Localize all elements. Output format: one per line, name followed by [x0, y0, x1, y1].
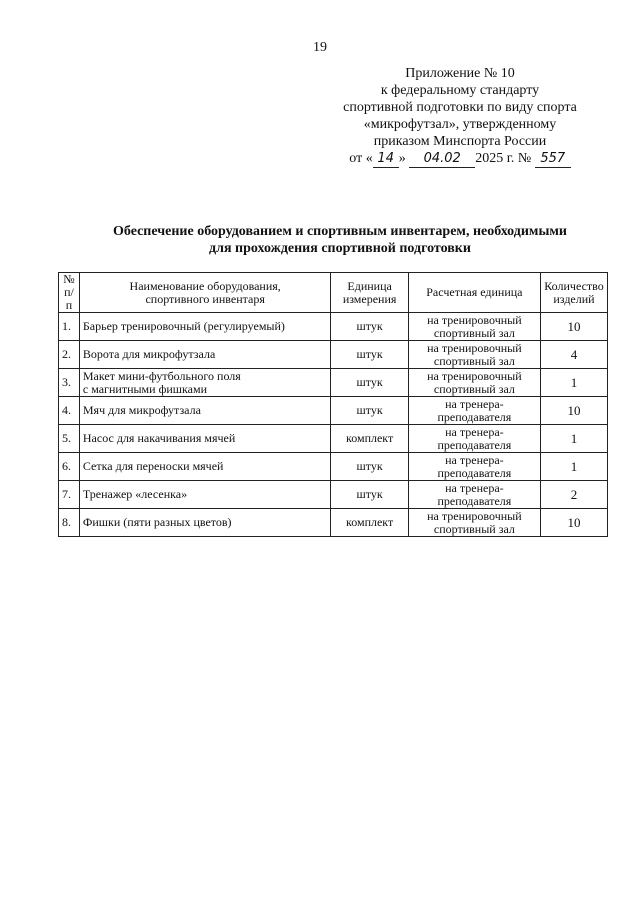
- header-unit: Единица измерения: [331, 273, 408, 313]
- cell-name: Макет мини-футбольного поля с магнитными фишками: [79, 369, 331, 397]
- table-row: [59, 481, 608, 509]
- appendix-line-4: «микрофутзал», утвержденному: [363, 117, 557, 132]
- cell-name: Тренажер «лесенка»: [79, 481, 331, 509]
- cell-name: Мяч для микрофутзала: [79, 397, 331, 425]
- cell-unit: штук: [331, 341, 408, 369]
- cell-unit: штук: [331, 453, 408, 481]
- cell-number: 4.: [59, 397, 80, 425]
- order-day: 14: [373, 150, 399, 168]
- cell-name: Сетка для переноски мячей: [79, 453, 331, 481]
- cell-basis: на тренировочный спортивный зал: [408, 509, 540, 537]
- cell-basis: на тренера- преподавателя: [408, 425, 540, 453]
- appendix-line-2: к федеральному стандарту: [380, 83, 540, 98]
- date-prefix: от «: [349, 151, 373, 166]
- cell-basis: на тренера- преподавателя: [408, 453, 540, 481]
- cell-name: Ворота для микрофутзала: [79, 341, 331, 369]
- page-number: 19: [313, 40, 327, 55]
- order-year: 2025 г. №: [475, 151, 532, 166]
- equipment-table: [58, 272, 608, 537]
- cell-quantity: 2: [540, 481, 607, 509]
- cell-basis: на тренировочный спортивный зал: [408, 369, 540, 397]
- cell-basis: на тренера- преподавателя: [408, 481, 540, 509]
- table-row: [59, 509, 608, 537]
- cell-quantity: 10: [540, 509, 607, 537]
- cell-basis: на тренировочный спортивный зал: [408, 313, 540, 341]
- header-basis: Расчетная единица: [408, 273, 540, 313]
- title-line-1: Обеспечение оборудованием и спортивным инвентарем, необходимыми: [113, 224, 567, 239]
- appendix-line-1: Приложение № 10: [405, 66, 515, 81]
- cell-number: 5.: [59, 425, 80, 453]
- cell-quantity: 4: [540, 341, 607, 369]
- cell-basis: на тренировочный спортивный зал: [408, 341, 540, 369]
- cell-unit: комплект: [331, 425, 408, 453]
- cell-unit: штук: [331, 397, 408, 425]
- header-quantity: Количество изделий: [540, 273, 607, 313]
- cell-quantity: 1: [540, 453, 607, 481]
- cell-number: 1.: [59, 313, 80, 341]
- cell-quantity: 10: [540, 397, 607, 425]
- cell-basis: на тренера- преподавателя: [408, 397, 540, 425]
- table-row: [59, 453, 608, 481]
- cell-unit: комплект: [331, 509, 408, 537]
- date-mid: »: [398, 151, 406, 166]
- cell-number: 6.: [59, 453, 80, 481]
- cell-number: 7.: [59, 481, 80, 509]
- order-month: 04.02: [409, 150, 475, 168]
- order-date-line: [320, 150, 600, 168]
- table-row: [59, 369, 608, 397]
- cell-unit: штук: [331, 369, 408, 397]
- cell-quantity: 10: [540, 313, 607, 341]
- table-row: [59, 397, 608, 425]
- cell-name: Фишки (пяти разных цветов): [79, 509, 331, 537]
- appendix-block: [320, 65, 600, 168]
- cell-number: 2.: [59, 341, 80, 369]
- cell-name: Барьер тренировочный (регулируемый): [79, 313, 331, 341]
- title-line-2: для прохождения спортивной подготовки: [209, 241, 471, 256]
- table-row: [59, 425, 608, 453]
- table-row: [59, 313, 608, 341]
- header-number: № п/п: [59, 273, 80, 313]
- cell-unit: штук: [331, 481, 408, 509]
- appendix-line-5: приказом Минспорта России: [373, 134, 547, 149]
- cell-name: Насос для накачивания мячей: [79, 425, 331, 453]
- cell-number: 3.: [59, 369, 80, 397]
- appendix-line-3: спортивной подготовки по виду спорта: [343, 100, 577, 115]
- table-header-row: [59, 273, 608, 313]
- order-number: 557: [535, 150, 571, 168]
- header-name: Наименование оборудования, спортивного инвентаря: [79, 273, 331, 313]
- table-row: [59, 341, 608, 369]
- cell-unit: штук: [331, 313, 408, 341]
- cell-number: 8.: [59, 509, 80, 537]
- document-title: [40, 223, 640, 257]
- cell-quantity: 1: [540, 369, 607, 397]
- cell-quantity: 1: [540, 425, 607, 453]
